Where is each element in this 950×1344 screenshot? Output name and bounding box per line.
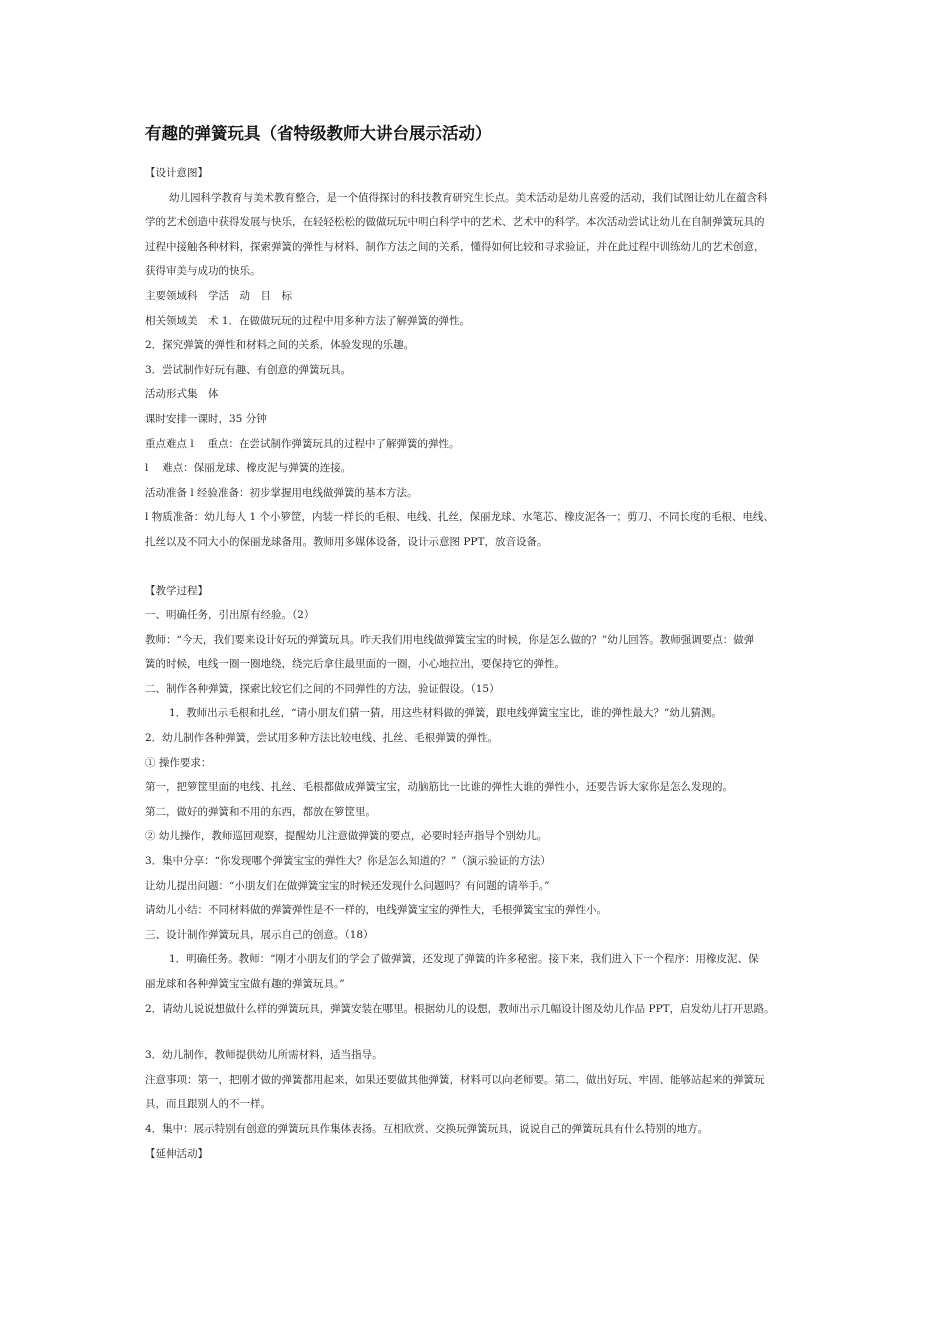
process-line: 1．教师出示毛根和扎丝，“请小朋友们猜一猜，用这些材料做的弹簧，跟电线弹簧宝宝比，谁的弹性最大？”幼儿猜测。 — [169, 707, 722, 720]
info-line-goal-1: 相关领域美 术 1．在做做玩玩的过程中用多种方法了解弹簧的弹性。 — [145, 314, 471, 327]
info-line-domain: 主要领域科 学活 动 目 标 — [145, 289, 292, 302]
process-line: 4．集中：展示特别有创意的弹簧玩具作集体表扬。互相欣赏、交换玩弹簧玩具，说说自己的弹簧玩具有什么特别的地方。 — [145, 1122, 709, 1135]
info-line-goal-2: 2．探究弹簧的弹性和材料之间的关系，体验发现的乐趣。 — [145, 339, 415, 352]
paragraph-line: 过程中接触各种材料，探索弹簧的弹性与材料、制作方法之间的关系，懂得如何比较和寻求验证，并在此过程中训练幼儿的艺术创意， — [145, 240, 765, 253]
process-line: 簧的时候，电线一圈一圈地绕，绕完后拿住最里面的一圈，小心地拉出，要保持它的弹性。 — [145, 658, 565, 671]
process-line: 一、明确任务，引出原有经验。（2） — [145, 609, 315, 622]
process-line: 3．幼儿制作，教师提供幼儿所需材料，适当指导。 — [145, 1049, 383, 1062]
info-line-difficulty: l 难点：保丽龙球、橡皮泥与弹簧的连接。 — [145, 462, 352, 475]
process-line: 2．请幼儿说说想做什么样的弹簧玩具，弹簧安装在哪里。根据幼儿的设想，教师出示几幅设计图及幼儿作品 PPT，启发幼儿打开思路。 — [145, 1002, 775, 1015]
process-line: 1．明确任务。教师：“刚才小朋友们的学会了做弹簧，还发现了弹簧的许多秘密。接下来，我们进入下一个程序：用橡皮泥、保 — [169, 953, 759, 966]
process-line: 第一，把箩筐里面的电线、扎丝、毛根都做成弹簧宝宝，动脑筋比一比谁的弹性大谁的弹性小，还要告诉大家你是怎么发现的。 — [145, 781, 733, 794]
document-page — [145, 122, 813, 1166]
spacer — [145, 555, 813, 579]
info-line-preparation-2: l 物质准备：幼儿每人 1 个小箩筐，内装一样长的毛根、电线、扎丝，保丽龙球、水笔芯、橡皮泥各一；剪刀、不同长度的毛根、电线、 — [145, 511, 775, 524]
process-line: 具，而且跟别人的不一样。 — [145, 1098, 271, 1111]
process-line: 让幼儿提出问题：“小朋友们在做弹簧宝宝的时候还发现什么问题吗？有问题的请举手。” — [145, 879, 550, 892]
process-line: ② 幼儿操作，教师巡回观察，提醒幼儿注意做弹簧的要点，必要时轻声指导个别幼儿。 — [145, 830, 548, 843]
process-line: ① 操作要求： — [145, 756, 212, 769]
spacer — [145, 1021, 813, 1043]
process-line: 第二，做好的弹簧和不用的东西，都放在箩筐里。 — [145, 805, 376, 818]
info-line-key-point: 重点难点 l 重点：在尝试制作弹簧玩具的过程中了解弹簧的弹性。 — [145, 437, 460, 450]
section-heading-design-intent: 【设计意图】 — [145, 167, 208, 179]
paragraph-line: 学的艺术创造中获得发展与快乐，在轻轻松松的做做玩玩中明白科学中的艺术、艺术中的科学。本次活动尝试让幼儿在自制弹簧玩具的 — [145, 216, 765, 229]
info-line-form: 活动形式集 体 — [145, 388, 219, 401]
process-line: 请幼儿小结：不同材料做的弹簧弹性是不一样的，电线弹簧宝宝的弹性大，毛根弹簧宝宝的弹性小。 — [145, 904, 607, 917]
process-line: 3．集中分享：“你发现哪个弹簧宝宝的弹性大？你是怎么知道的？”（演示验证的方法） — [145, 855, 551, 868]
info-line-preparation-2-cont: 扎丝以及不同大小的保丽龙球备用。教师用多媒体设备，设计示意图 PPT，放音设备。 — [145, 535, 548, 548]
info-line-preparation-1: 活动准备 l 经验准备：初步掌握用电线做弹簧的基本方法。 — [145, 486, 418, 499]
info-line-goal-3: 3．尝试制作好玩有趣、有创意的弹簧玩具。 — [145, 363, 352, 376]
process-line: 2．幼儿制作各种弹簧，尝试用多种方法比较电线、扎丝、毛根弹簧的弹性。 — [145, 732, 499, 745]
paragraph-line: 幼儿园科学教育与美术教育整合，是一个值得探讨的科技教育研究生长点。美术活动是幼儿喜爱的活动，我们试图让幼儿在蕴含科 — [169, 191, 768, 204]
process-line: 注意事项：第一，把刚才做的弹簧都用起来，如果还要做其他弹簧，材料可以向老师要。第二，做出好玩、牢固、能够站起来的弹簧玩 — [145, 1073, 765, 1086]
info-line-time: 课时安排一课时，35 分钟 — [145, 412, 267, 425]
section-heading-teaching-process: 【教学过程】 — [145, 584, 208, 597]
process-line: 二、制作各种弹簧，探索比较它们之间的不同弹性的方法，验证假设。（15） — [145, 682, 500, 695]
process-line: 教师：“今天，我们要来设计好玩的弹簧玩具。昨天我们用电线做弹簧宝宝的时候，你是怎么做的？”幼儿回答。教师强调要点：做弹 — [145, 633, 755, 646]
process-line: 丽龙球和各种弹簧宝宝做有趣的弹簧玩具。” — [145, 978, 345, 990]
section-heading-extension: 【延伸活动】 — [145, 1147, 208, 1160]
process-line: 三、设计制作弹簧玩具，展示自己的创意。（18） — [145, 928, 374, 941]
paragraph-line: 获得审美与成功的快乐。 — [145, 265, 261, 278]
document-title: 有趣的弹簧玩具（省特级教师大讲台展示活动） — [145, 124, 492, 143]
